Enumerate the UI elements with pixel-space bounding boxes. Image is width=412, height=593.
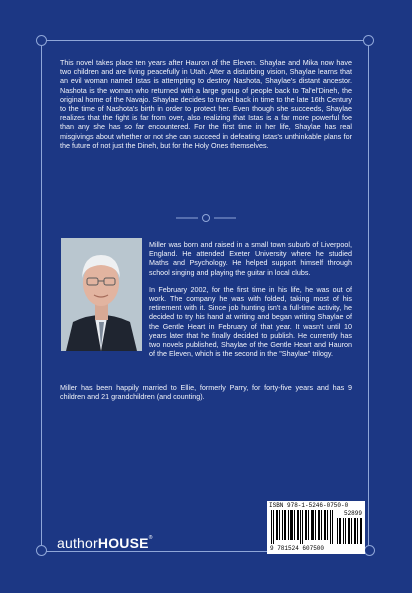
price-code: 52899 xyxy=(343,510,362,517)
publisher-name-part: HOUSE xyxy=(97,535,149,551)
author-bio-paragraph: Miller was born and raised in a small town suburb of Liverpool, England. He attended Exeter University where he studied Maths and Psychology. He helped support himself through school singing and playing the guitar in local clubs. xyxy=(149,240,352,277)
registered-mark: ® xyxy=(148,535,153,541)
isbn-barcode xyxy=(267,501,365,554)
isbn-label: ISBN 978-1-5246-0750-0 xyxy=(269,502,349,509)
author-bio-paragraph: Miller has been happily married to Ellie, formerly Parry, for forty-five years and has 9 children and 21 grandchildren (and counting). xyxy=(60,383,352,402)
ornament-divider-icon xyxy=(176,213,236,223)
price-barcode-icon xyxy=(337,518,362,544)
frame-corner-ornament xyxy=(36,545,47,556)
book-synopsis: This novel takes place ten years after Hauron of the Eleven. Shaylae and Mika now have two children and are living peacefully in Utah. After a disturbing vision, Shaylae learns that an evil woman named Istas is attempting to destroy Nashota, Shaylae's distant ancestor. Nashota is the woman who returned with a large group of people back to Tal'el'Dineh, the original home of the Navajo. Shaylae decides to travel back in time to the late 16th Century to the time of Nashota's birth in order to protect her. Even though she succeeds, Shaylae realizes that the fight is far from over, also realizing that Istas is a far more powerful foe than any she has so far encountered. For the first time in her life, Shaylae has real misgivings about whether or not she can succeed in defeating Istas's unthinkable plans for the future of not just the Dineh, but for the Holy Ones themselves. xyxy=(60,58,352,150)
author-bio-paragraph: In February 2002, for the first time in his life, he was out of work. The company he was with folded, taking most of his retirement with it. Since job hunting isn't a full-time activity, he decided to try his hand at writing and began writing Shaylae of the Gentle Heart in February of that year. It wasn't until 10 years later that he finally decided to publish. He currently has two novels published, Shaylae of the Gentle Heart and Hauron of the Eleven, which is the second in the "Shaylae" trilogy. xyxy=(149,284,352,359)
publisher-logo xyxy=(57,535,153,551)
author-photo xyxy=(61,238,142,351)
frame-corner-ornament xyxy=(364,545,375,556)
author-bio-intro xyxy=(149,240,352,366)
barcode-bars-icon xyxy=(271,510,333,544)
author-bio-family xyxy=(60,383,352,409)
isbn-number: 9 781524 607500 xyxy=(270,545,325,552)
publisher-name-part: author xyxy=(57,535,98,551)
